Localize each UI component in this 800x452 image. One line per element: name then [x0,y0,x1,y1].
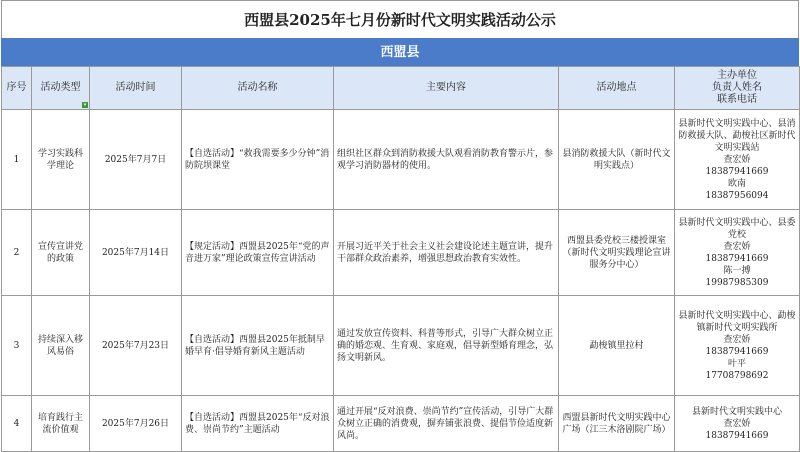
cell-type: 宣传宣讲党的政策 [32,210,90,296]
cell-contact [675,296,800,396]
contact-phone: 19987985309 [705,277,769,288]
contact-phone: 18387941669 [705,430,769,441]
header-type[interactable] [32,67,90,110]
cell-location: 勐梭镇里拉村 [559,296,675,396]
cell-type: 培育践行主流价值观 [32,396,90,452]
header-name: 活动名称 [182,67,334,110]
cell-location: 西盟县委党校三楼授课室（新时代文明实践理论宣讲服务分中心） [559,210,675,296]
cell-name: 【自选活动】西盟县2025年“反对浪费、崇尚节约”主题活动 [182,396,334,452]
cell-location: 县消防救援大队（新时代文明实践点） [559,110,675,210]
cell-no: 2 [2,210,32,296]
cell-contact [675,210,800,296]
contact-person: 叶平 [727,358,746,369]
contact-org: 县新时代文明实践中心 [691,406,782,417]
header-location: 活动地点 [559,67,675,110]
cell-content: 开展习近平关于社会主义社会建设论述主题宣讲，提升干部群众政治素养，增强思想政治教育实效性。 [334,210,559,296]
cell-content: 通过开展“反对浪费、崇尚节约”宣传活动，引导广大群众树立正确的消费观，摒弃铺张浪费、提倡节俭适度新风尚。 [334,396,559,452]
filter-icon[interactable]: ▾ [83,102,87,108]
header-row [2,67,800,110]
header-contact [675,67,800,110]
contact-phone: 18387941669 [705,346,769,357]
activity-table [1,66,800,452]
cell-name: 【自选活动】“救我需要多少分钟”消防院坝课堂 [182,110,334,210]
table-row [2,210,800,296]
county-banner: 西盟县 [1,38,799,66]
header-content: 主要内容 [334,67,559,110]
page-title: 西盟县2025年七月份新时代文明实践活动公示 [1,0,799,38]
cell-type: 学习实践科学理论 [32,110,90,210]
header-contact-phone: 联系电话 [717,94,757,105]
cell-content: 组织社区群众到消防救援大队观看消防教育警示片，参观学习消防器材的使用。 [334,110,559,210]
cell-location: 西盟县新时代文明实践中心广场（江三木洛剧院广场） [559,396,675,452]
cell-type: 持续深入移风易俗 [32,296,90,396]
contact-org: 县新时代文明实践中心、县消防救援大队、勐梭社区新时代文明实践站 [678,118,796,153]
cell-time: 2025年7月14日 [90,210,182,296]
contact-phone: 18387941669 [705,166,769,177]
header-contact-person: 负责人姓名 [712,82,762,93]
contact-person: 欧南 [727,178,746,189]
cell-no: 1 [2,110,32,210]
cell-name: 【规定活动】西盟县2025年“党的声音进万家”理论政策宣传宣讲活动 [182,210,334,296]
cell-no: 4 [2,396,32,452]
contact-person: 查宏娇 [723,418,751,429]
contact-person: 查宏娇 [723,334,751,345]
cell-no: 3 [2,296,32,396]
contact-person: 陈一搏 [723,265,751,276]
header-contact-org: 主办单位 [717,70,757,81]
table-row [2,110,800,210]
header-no: 序号 [2,67,32,110]
cell-time: 2025年7月23日 [90,296,182,396]
contact-phone: 17708798692 [705,370,769,381]
header-type-label: 活动类型 [40,82,81,93]
cell-time: 2025年7月7日 [90,110,182,210]
contact-org: 县新时代文明实践中心、勐梭镇新时代文明实践所 [678,310,796,333]
cell-contact [675,396,800,452]
table-row [2,296,800,396]
contact-phone: 18387941669 [705,253,769,264]
header-time: 活动时间 [90,67,182,110]
cell-time: 2025年7月26日 [90,396,182,452]
contact-person: 查宏娇 [723,241,751,252]
contact-phone: 18387956094 [705,190,769,201]
cell-name: 【自选活动】西盟县2025年抵制早婚早育·倡导婚育新风主题活动 [182,296,334,396]
cell-contact [675,110,800,210]
contact-person: 查宏娇 [723,154,751,165]
table-row [2,396,800,452]
contact-org: 县新时代文明实践中心、县委党校 [678,217,796,240]
cell-content: 通过发放宣传资料、科普等形式，引导广大群众树立正确的婚恋观、生育观、家庭观，倡导新型婚育理念，弘扬文明新风。 [334,296,559,396]
